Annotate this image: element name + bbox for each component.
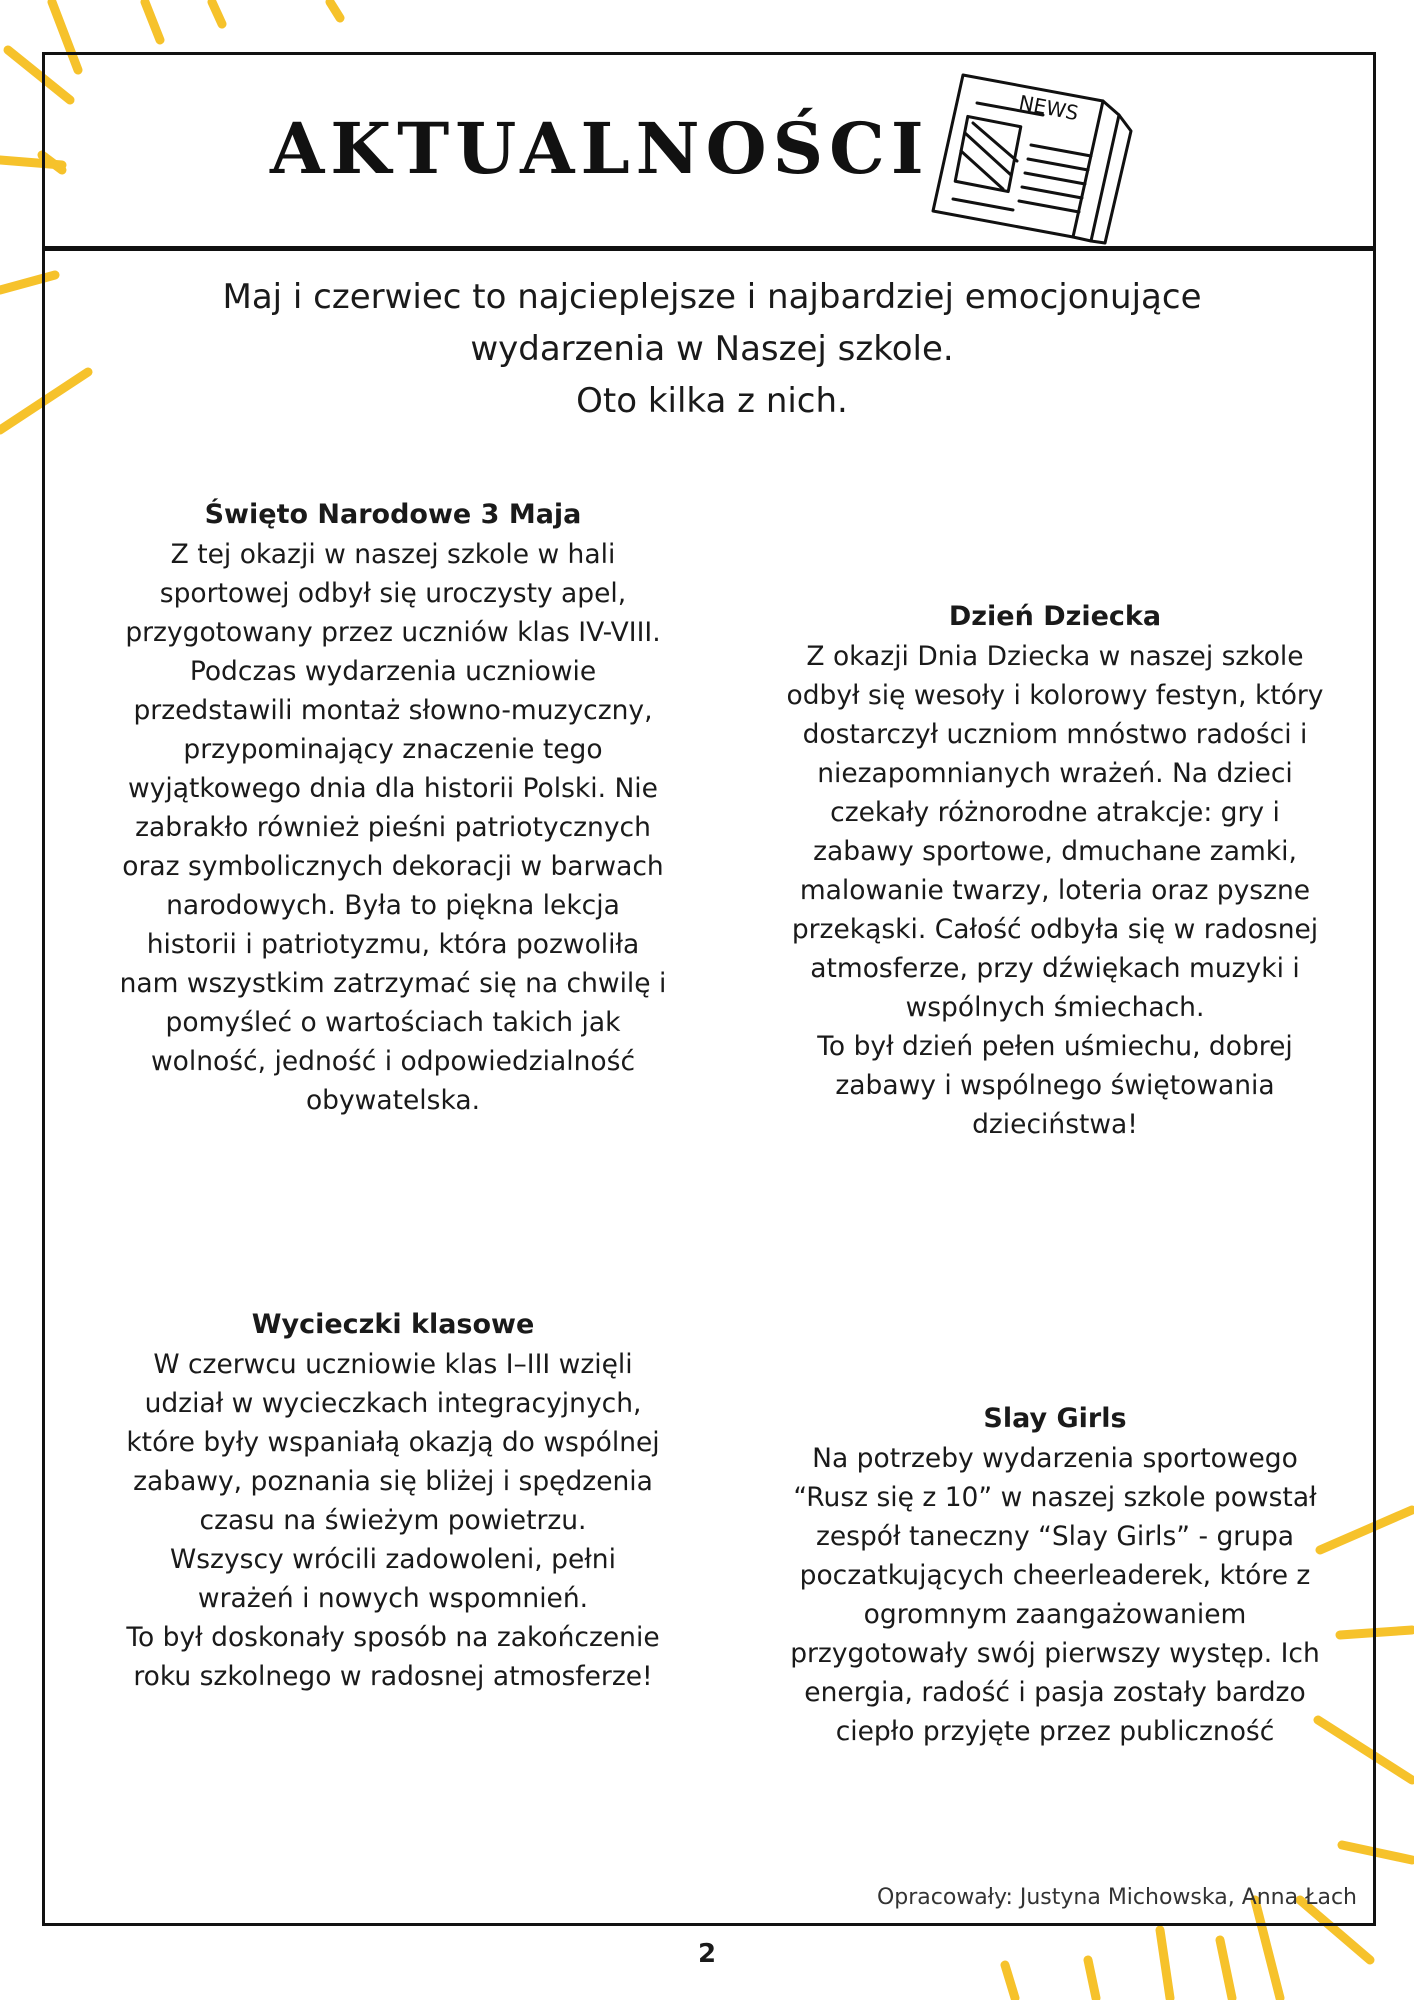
header [45,55,1373,251]
content-frame [42,52,1376,1926]
article-body: Z okazji Dnia Dziecka w naszej szkole odbył się wesoły i kolorowy festyn, który dostarczył uczniom mnóstwo radości i niezapomnianych wrażeń. Na dzieci czekały różnorodne atrakcje: gry i zabawy sportowe, dmuchane zamki, malowanie twarzy, loteria oraz pyszne przekąski. Całość odbyła się w radosnej atmosferze, przy dźwiękach muzyki i wspólnych śmiechach. To był dzień pełen uśmiechu, dobrej zabawy i wspólnego świętowania dzieciństwa! [786,641,1324,1140]
page-number: 2 [697,1939,717,1969]
page-title: AKTUALNOŚCI [270,107,930,190]
article-title: Święto Narodowe 3 Maja [204,499,582,530]
article-wycieczki-klasowe [107,1305,679,1696]
credits: Opracowały: Justyna Michowska, Anna Łach [876,1885,1357,1910]
intro-line: Maj i czerwiec to najcieplejsze i najbardziej emocjonujące [222,277,1202,317]
article-dzien-dziecka [760,597,1350,1144]
intro-line: wydarzenia w Naszej szkole. [470,329,954,369]
article-body: Z tej okazji w naszej szkole w hali sportowej odbył się uroczysty apel, przygotowany przez uczniów klas IV-VIII. Podczas wydarzenia uczniowie przedstawili montaż słowno-muzyczny, przypominający znaczenie tego wyjątkowego dnia dla historii Polski. Nie zabrakło również pieśni patriotycznych oraz symbolicznych dekoracji w barwach narodowych. Była to piękna lekcja historii i patriotyzmu, która pozwoliła nam wszystkim zatrzymać się na chwilę i pomyśleć o wartościach takich jak wolność, jedność i odpowiedzialność obywatelska. [119,539,667,1116]
newspaper-icon [923,63,1143,245]
intro-text [105,271,1319,427]
article-body: Na potrzeby wydarzenia sportowego “Rusz się z 10” w naszej szkole powstał zespół taneczny “Slay Girls” - grupa poczatkujących cheerleaderek, które z ogromnym zaangażowaniem przygotowały swój pierwszy występ. Ich energia, radość i pasja zostały bardzo ciepło przyjęte przez publiczność [790,1443,1320,1747]
intro-line: Oto kilka z nich. [576,381,848,421]
article-title: Wycieczki klasowe [251,1309,535,1340]
article-slay-girls [760,1399,1350,1751]
article-swieto-3-maja [107,495,679,1120]
article-body: W czerwcu uczniowie klas I–III wzięli udział w wycieczkach integracyjnych, które były wspaniałą okazją do wspólnej zabawy, poznania się bliżej i spędzenia czasu na świeżym powietrzu. Wszyscy wrócili zadowoleni, pełni wrażeń i nowych wspomnień. To był doskonały sposób na zakończenie roku szkolnego w radosnej atmosferze! [126,1349,660,1692]
svg-text:NEWS: NEWS [1016,90,1081,126]
article-title: Slay Girls [983,1403,1127,1434]
article-title: Dzień Dziecka [948,601,1162,632]
